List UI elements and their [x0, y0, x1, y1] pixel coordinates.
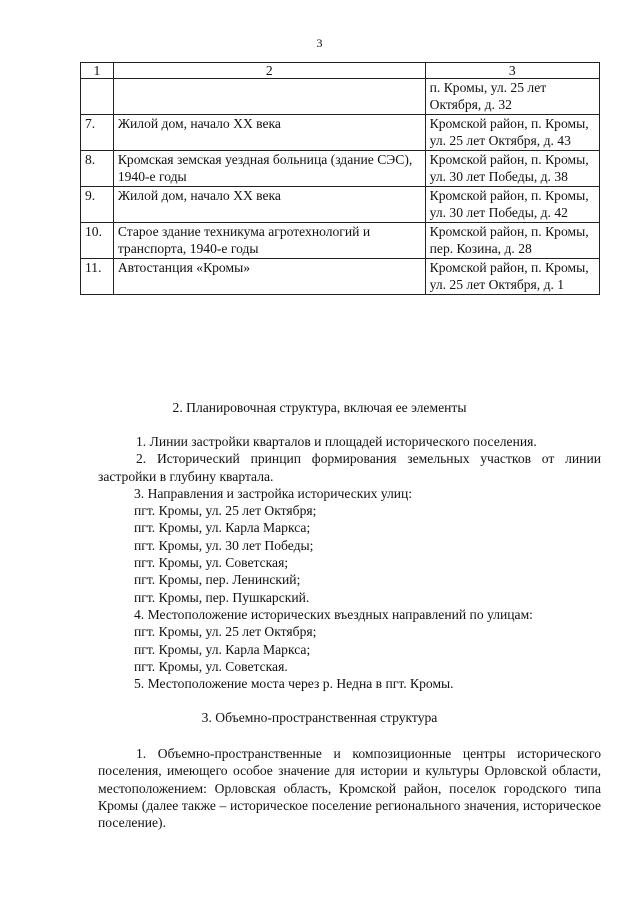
table-header-cell: 2 — [113, 63, 425, 79]
object-name: Жилой дом, начало ХХ века — [113, 187, 425, 223]
object-address: Кромской район, п. Кромы, ул. 25 лет Октября, д. 43 — [425, 115, 599, 151]
street-item: пгт. Кромы, пер. Пушкарский. — [134, 589, 310, 605]
section-3-paragraph: 1. Объемно-пространственные и композиционные центры исторического поселения, имеющего особое значение для истории и культуры Орловской области, местоположением: Орловская область, Кромской район, поселок городского типа Кромы (далее также – историческое поселение регионального значения, историческое поселение). — [98, 746, 601, 831]
objects-table — [80, 62, 600, 295]
section-2-title: 2. Планировочная структура, включая ее элементы — [172, 400, 467, 415]
object-address: Кромской район, п. Кромы, ул. 25 лет Октября, д. 1 — [425, 259, 599, 295]
object-address: п. Кромы, ул. 25 лет Октября, д. 32 — [425, 79, 599, 115]
object-name: Жилой дом, начало ХХ века — [113, 115, 425, 151]
row-number: 7. — [81, 115, 114, 151]
list-item: 2. Исторический принцип формирования земельных участков от линии застройки в глубину квартала. — [98, 451, 601, 484]
object-address: Кромской район, п. Кромы, ул. 30 лет Победы, д. 42 — [425, 187, 599, 223]
table-header-cell: 1 — [81, 63, 114, 79]
table-row — [81, 223, 600, 259]
street-item: пгт. Кромы, пер. Ленинский; — [134, 572, 301, 588]
list-item: 4. Местоположение исторических въездных направлений по улицам: — [134, 606, 533, 622]
table-header-cell: 3 — [425, 63, 599, 79]
list-item: 5. Местоположение моста через р. Недна в пгт. Кромы. — [134, 676, 454, 692]
street-item: пгт. Кромы, ул. Карла Маркса; — [134, 641, 311, 657]
object-address: Кромской район, п. Кромы, ул. 30 лет Победы, д. 38 — [425, 151, 599, 187]
street-item: пгт. Кромы, ул. Советская; — [134, 555, 289, 571]
street-item: пгт. Кромы, ул. 25 лет Октября; — [134, 624, 317, 640]
street-item: пгт. Кромы, ул. 30 лет Победы; — [134, 537, 314, 553]
row-number: 10. — [81, 223, 114, 259]
object-name: Старое здание техникума агротехнологий и транспорта, 1940-е годы — [113, 223, 425, 259]
list-item: 3. Направления и застройка исторических улиц: — [134, 485, 413, 501]
table-row — [81, 259, 600, 295]
section-3-title: 3. Объемно-пространственная структура — [201, 710, 438, 725]
object-address: Кромской район, п. Кромы, пер. Козина, д. 28 — [425, 223, 599, 259]
row-number: 9. — [81, 187, 114, 223]
list-item: 1. Линии застройки кварталов и площадей исторического поселения. — [136, 434, 537, 449]
object-name — [113, 79, 425, 115]
row-number: 11. — [81, 259, 114, 295]
object-name: Автостанция «Кромы» — [113, 259, 425, 295]
row-number: 8. — [81, 151, 114, 187]
street-item: пгт. Кромы, ул. 25 лет Октября; — [134, 503, 317, 519]
table-header-row — [81, 63, 600, 79]
page-number: 3 — [316, 36, 323, 50]
section-2-body — [98, 433, 601, 692]
street-item: пгт. Кромы, ул. Советская. — [134, 658, 288, 674]
table-row — [81, 151, 600, 187]
table-row — [81, 115, 600, 151]
object-name: Кромская земская уездная больница (здание СЭС), 1940-е годы — [113, 151, 425, 187]
row-number — [81, 79, 114, 115]
street-item: пгт. Кромы, ул. Карла Маркса; — [134, 520, 311, 536]
table-row — [81, 79, 600, 115]
table-row — [81, 187, 600, 223]
